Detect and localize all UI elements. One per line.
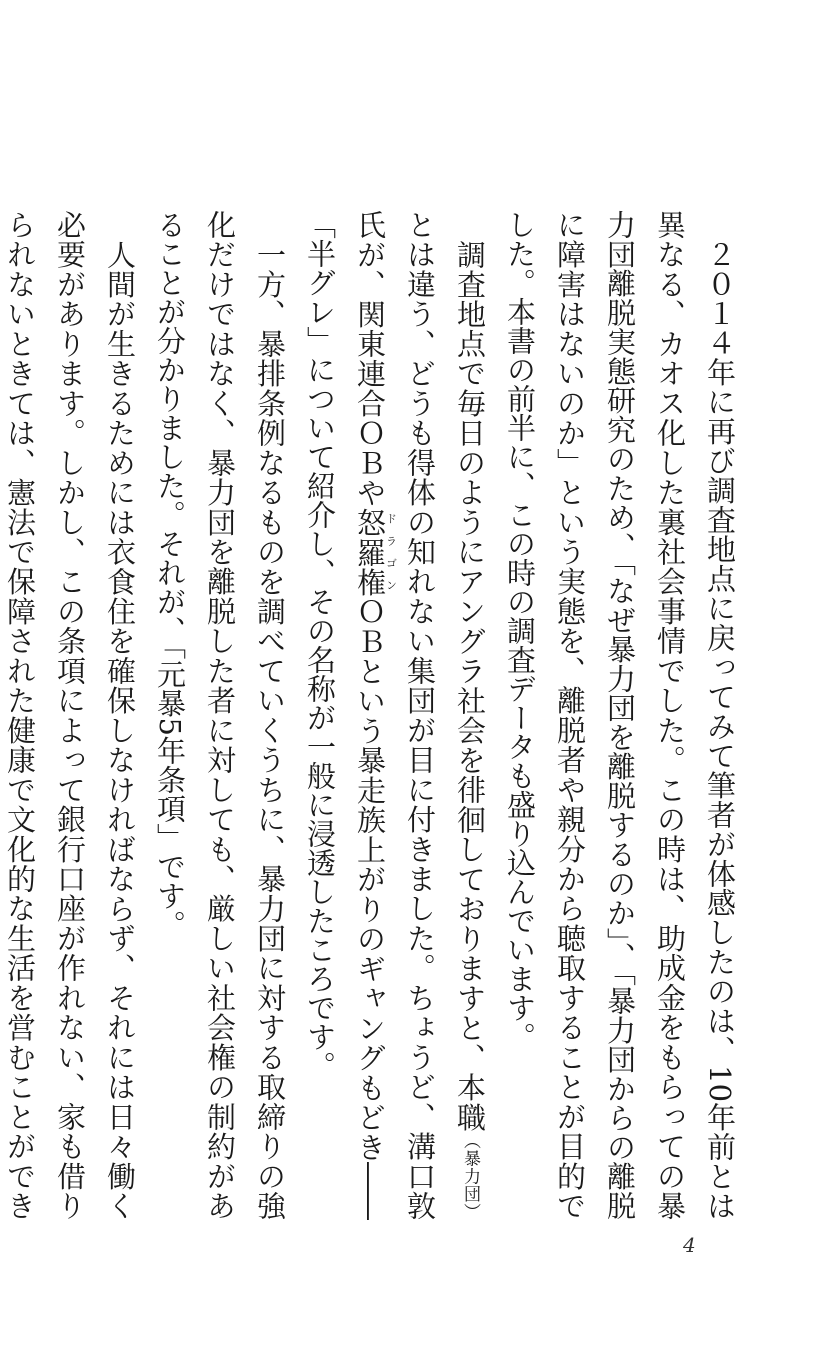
paragraph-2-small-note: （暴力団） bbox=[460, 1132, 480, 1221]
body-text bbox=[3, 210, 745, 1221]
paragraph-3 bbox=[145, 210, 295, 1220]
paragraph-2 bbox=[295, 210, 495, 1220]
ruby-reading: ドラゴン bbox=[384, 507, 398, 596]
paragraph-1 bbox=[495, 210, 745, 1220]
page-number: 4 bbox=[683, 1233, 696, 1257]
paragraph-1-text: ２０１４年に再び調査地点に戻ってみて筆者が体感したのは、10年前とは異なる、カオス化した裏社会事情でした。この時は、助成金をもらっての暴力団離脱実態研究のため、「なぜ暴力団を離脱するのか」、「暴力団からの離脱に障害はないのか」という実態を、離脱者や親分から聴取することが目的でした。本書の前半に、この時の調査データも盛り込んでいます。 bbox=[503, 210, 737, 1221]
paragraph-2-text-a: 調査地点で毎日のようにアングラ社会を徘徊しておりますと、本職 bbox=[453, 239, 487, 1133]
paragraph-4-text: 人間が生きるためには衣食住を確保しなければならず、それには日々働く必要があります。しかし、この条項によって銀行口座が作れない、家も借りられないときては、憲法で保障された健康で文化的な生活を営むことができ bbox=[3, 210, 137, 1221]
ruby-base: 怒羅権 bbox=[353, 507, 387, 597]
paragraph-4 bbox=[0, 210, 145, 1220]
paragraph-3-text: 一方、暴排条例なるものを調べていくうちに、暴力団に対する取締りの強化だけではなく、暴力団を離脱した者に対しても、厳しい社会権の制約があることが分かりました。それが、「元暴5年条項」です。 bbox=[153, 210, 287, 1221]
paragraph-2-text-c: ＯＢという暴走族上がりのギャングもどき――「半グレ」について紹介し、その名称が一般に浸透したころです。 bbox=[303, 210, 387, 1220]
ruby-dragon bbox=[353, 507, 398, 597]
paragraph-2-text-b: とは違う、どうも得体の知れない集団が目に付きました。ちょうど、溝口敦氏が、関東連合ＯＢや bbox=[353, 210, 437, 1220]
